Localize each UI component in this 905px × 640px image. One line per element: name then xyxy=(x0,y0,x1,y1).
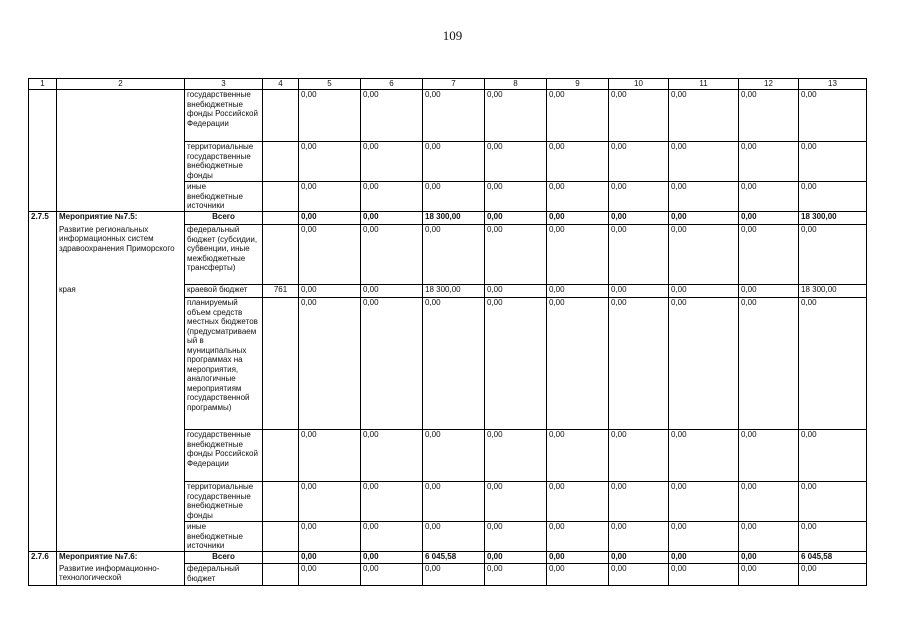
value-cell: 0,00 xyxy=(299,482,361,522)
value-cell: 0,00 xyxy=(485,482,547,522)
value-cell: 0,00 xyxy=(547,564,609,586)
header-cell: 7 xyxy=(423,79,485,90)
header-cell: 6 xyxy=(361,79,423,90)
value-cell: 0,00 xyxy=(609,564,669,586)
header-cell: 2 xyxy=(57,79,185,90)
row-number-cell: 2.7.6 xyxy=(29,552,57,564)
measure-name-cell xyxy=(57,298,185,430)
row-number-cell xyxy=(29,482,57,522)
measure-name-cell xyxy=(57,90,185,142)
value-cell: 6 045,58 xyxy=(799,552,867,564)
value-cell: 0,00 xyxy=(799,564,867,586)
value-cell: 0,00 xyxy=(799,182,867,212)
value-cell: 0,00 xyxy=(669,182,739,212)
value-cell: 0,00 xyxy=(609,298,669,430)
budget-code-cell xyxy=(263,142,299,182)
row-number-cell: 2.7.5 xyxy=(29,212,57,225)
row-number-cell xyxy=(29,564,57,586)
value-cell: 0,00 xyxy=(799,482,867,522)
value-cell: 0,00 xyxy=(361,552,423,564)
header-cell: 4 xyxy=(263,79,299,90)
value-cell: 0,00 xyxy=(423,298,485,430)
value-cell: 0,00 xyxy=(669,522,739,552)
header-cell: 8 xyxy=(485,79,547,90)
value-cell: 0,00 xyxy=(547,285,609,298)
value-cell: 0,00 xyxy=(609,142,669,182)
value-cell: 0,00 xyxy=(423,142,485,182)
row-number-cell xyxy=(29,522,57,552)
table-row xyxy=(29,285,867,298)
value-cell: 0,00 xyxy=(299,552,361,564)
value-cell: 0,00 xyxy=(609,430,669,482)
value-cell: 0,00 xyxy=(739,430,799,482)
header-cell: 9 xyxy=(547,79,609,90)
row-number-cell xyxy=(29,285,57,298)
measure-name-cell: Развитие региональных информационных систем здравоохранения Приморского xyxy=(57,225,185,285)
value-cell: 0,00 xyxy=(547,430,609,482)
value-cell: 0,00 xyxy=(299,225,361,285)
table-row xyxy=(29,522,867,552)
budget-code-cell xyxy=(263,225,299,285)
budget-table xyxy=(28,78,867,586)
value-cell: 0,00 xyxy=(423,430,485,482)
value-cell: 0,00 xyxy=(739,212,799,225)
value-cell: 0,00 xyxy=(361,430,423,482)
value-cell: 0,00 xyxy=(739,564,799,586)
funding-source-cell: федеральный бюджет (субсидии, субвенции, иные межбюджетные трансферты) xyxy=(185,225,263,285)
value-cell: 0,00 xyxy=(547,90,609,142)
funding-source-cell: планируемый объем средств местных бюджетов (предусматриваемый в муниципальных программах на мероприятия, аналогичные мероприятиям государственной программы) xyxy=(185,298,263,430)
value-cell: 0,00 xyxy=(669,285,739,298)
value-cell: 0,00 xyxy=(739,298,799,430)
value-cell: 18 300,00 xyxy=(423,285,485,298)
funding-source-cell: территориальные государственные внебюджетные фонды xyxy=(185,142,263,182)
value-cell: 0,00 xyxy=(299,142,361,182)
value-cell: 0,00 xyxy=(423,182,485,212)
table-row xyxy=(29,142,867,182)
value-cell: 0,00 xyxy=(361,564,423,586)
value-cell: 0,00 xyxy=(485,564,547,586)
value-cell: 0,00 xyxy=(739,182,799,212)
budget-code-cell xyxy=(263,212,299,225)
measure-name-cell xyxy=(57,482,185,522)
value-cell: 0,00 xyxy=(485,142,547,182)
funding-source-cell: территориальные государственные внебюджетные фонды xyxy=(185,482,263,522)
measure-name-cell xyxy=(57,182,185,212)
budget-code-cell xyxy=(263,482,299,522)
budget-code-cell xyxy=(263,90,299,142)
funding-source-cell: краевой бюджет xyxy=(185,285,263,298)
value-cell: 0,00 xyxy=(547,298,609,430)
value-cell: 0,00 xyxy=(299,430,361,482)
value-cell: 0,00 xyxy=(739,552,799,564)
row-number-cell xyxy=(29,90,57,142)
funding-source-cell: федеральный бюджет xyxy=(185,564,263,586)
value-cell: 0,00 xyxy=(361,182,423,212)
funding-source-cell: государственные внебюджетные фонды Российской Федерации xyxy=(185,430,263,482)
row-number-cell xyxy=(29,142,57,182)
budget-code-cell xyxy=(263,298,299,430)
value-cell: 0,00 xyxy=(799,225,867,285)
value-cell: 0,00 xyxy=(609,482,669,522)
value-cell: 0,00 xyxy=(799,298,867,430)
value-cell: 0,00 xyxy=(299,212,361,225)
row-number-cell xyxy=(29,225,57,285)
value-cell: 0,00 xyxy=(423,90,485,142)
measure-name-cell xyxy=(57,430,185,482)
row-number-cell xyxy=(29,430,57,482)
measure-name-cell: Развитие информационно-технологической xyxy=(57,564,185,586)
value-cell: 0,00 xyxy=(669,298,739,430)
table-row xyxy=(29,90,867,142)
value-cell: 0,00 xyxy=(669,90,739,142)
value-cell: 0,00 xyxy=(423,564,485,586)
header-cell: 3 xyxy=(185,79,263,90)
table-row xyxy=(29,482,867,522)
value-cell: 0,00 xyxy=(485,285,547,298)
table-row xyxy=(29,182,867,212)
value-cell: 0,00 xyxy=(361,90,423,142)
value-cell: 18 300,00 xyxy=(799,285,867,298)
budget-code-cell xyxy=(263,430,299,482)
funding-source-cell: государственные внебюджетные фонды Российской Федерации xyxy=(185,90,263,142)
value-cell: 0,00 xyxy=(423,482,485,522)
value-cell: 0,00 xyxy=(361,522,423,552)
value-cell: 0,00 xyxy=(361,482,423,522)
value-cell: 18 300,00 xyxy=(799,212,867,225)
value-cell: 0,00 xyxy=(669,552,739,564)
value-cell: 0,00 xyxy=(609,522,669,552)
value-cell: 0,00 xyxy=(609,212,669,225)
table-row xyxy=(29,225,867,285)
value-cell: 0,00 xyxy=(423,225,485,285)
value-cell: 0,00 xyxy=(485,212,547,225)
value-cell: 0,00 xyxy=(299,522,361,552)
measure-name-cell: края xyxy=(57,285,185,298)
funding-source-cell: иные внебюджетные источники xyxy=(185,182,263,212)
value-cell: 0,00 xyxy=(669,564,739,586)
value-cell: 18 300,00 xyxy=(423,212,485,225)
value-cell: 0,00 xyxy=(485,90,547,142)
value-cell: 0,00 xyxy=(485,552,547,564)
value-cell: 0,00 xyxy=(299,285,361,298)
value-cell: 0,00 xyxy=(299,182,361,212)
page-number: 109 xyxy=(442,28,463,43)
value-cell: 0,00 xyxy=(547,552,609,564)
value-cell: 0,00 xyxy=(669,212,739,225)
value-cell: 0,00 xyxy=(361,212,423,225)
value-cell: 0,00 xyxy=(669,142,739,182)
value-cell: 0,00 xyxy=(739,285,799,298)
value-cell: 0,00 xyxy=(609,285,669,298)
measure-name-cell: Мероприятие №7.5: xyxy=(57,212,185,225)
value-cell: 0,00 xyxy=(739,482,799,522)
value-cell: 0,00 xyxy=(485,298,547,430)
header-cell: 5 xyxy=(299,79,361,90)
value-cell: 0,00 xyxy=(739,225,799,285)
header-cell: 13 xyxy=(799,79,867,90)
budget-code-cell: 761 xyxy=(263,285,299,298)
table-row xyxy=(29,430,867,482)
measure-name-cell xyxy=(57,142,185,182)
value-cell: 0,00 xyxy=(547,522,609,552)
value-cell: 0,00 xyxy=(299,90,361,142)
header-cell: 10 xyxy=(609,79,669,90)
header-cell: 1 xyxy=(29,79,57,90)
row-number-cell xyxy=(29,298,57,430)
value-cell: 0,00 xyxy=(299,298,361,430)
value-cell: 0,00 xyxy=(669,430,739,482)
value-cell: 0,00 xyxy=(547,182,609,212)
value-cell: 0,00 xyxy=(799,430,867,482)
value-cell: 0,00 xyxy=(547,482,609,522)
value-cell: 0,00 xyxy=(669,482,739,522)
value-cell: 6 045,58 xyxy=(423,552,485,564)
value-cell: 0,00 xyxy=(361,298,423,430)
value-cell: 0,00 xyxy=(485,182,547,212)
value-cell: 0,00 xyxy=(609,552,669,564)
table-row xyxy=(29,564,867,586)
measure-name-cell: Мероприятие №7.6: xyxy=(57,552,185,564)
table-row xyxy=(29,552,867,564)
value-cell: 0,00 xyxy=(799,522,867,552)
value-cell: 0,00 xyxy=(739,522,799,552)
value-cell: 0,00 xyxy=(299,564,361,586)
value-cell: 0,00 xyxy=(423,522,485,552)
value-cell: 0,00 xyxy=(547,142,609,182)
value-cell: 0,00 xyxy=(799,90,867,142)
value-cell: 0,00 xyxy=(669,225,739,285)
value-cell: 0,00 xyxy=(547,225,609,285)
funding-source-cell: иные внебюджетные источники xyxy=(185,522,263,552)
header-cell: 11 xyxy=(669,79,739,90)
measure-name-cell xyxy=(57,522,185,552)
value-cell: 0,00 xyxy=(361,142,423,182)
value-cell: 0,00 xyxy=(799,142,867,182)
value-cell: 0,00 xyxy=(485,430,547,482)
budget-code-cell xyxy=(263,564,299,586)
value-cell: 0,00 xyxy=(361,225,423,285)
funding-source-cell: Всего xyxy=(185,552,263,564)
funding-source-cell: Всего xyxy=(185,212,263,225)
value-cell: 0,00 xyxy=(739,90,799,142)
value-cell: 0,00 xyxy=(547,212,609,225)
budget-code-cell xyxy=(263,182,299,212)
value-cell: 0,00 xyxy=(609,182,669,212)
value-cell: 0,00 xyxy=(739,142,799,182)
table-row xyxy=(29,212,867,225)
budget-code-cell xyxy=(263,522,299,552)
value-cell: 0,00 xyxy=(485,225,547,285)
budget-code-cell xyxy=(263,552,299,564)
row-number-cell xyxy=(29,182,57,212)
header-row xyxy=(29,79,867,90)
value-cell: 0,00 xyxy=(361,285,423,298)
header-cell: 12 xyxy=(739,79,799,90)
table-row xyxy=(29,298,867,430)
value-cell: 0,00 xyxy=(609,225,669,285)
value-cell: 0,00 xyxy=(609,90,669,142)
value-cell: 0,00 xyxy=(485,522,547,552)
